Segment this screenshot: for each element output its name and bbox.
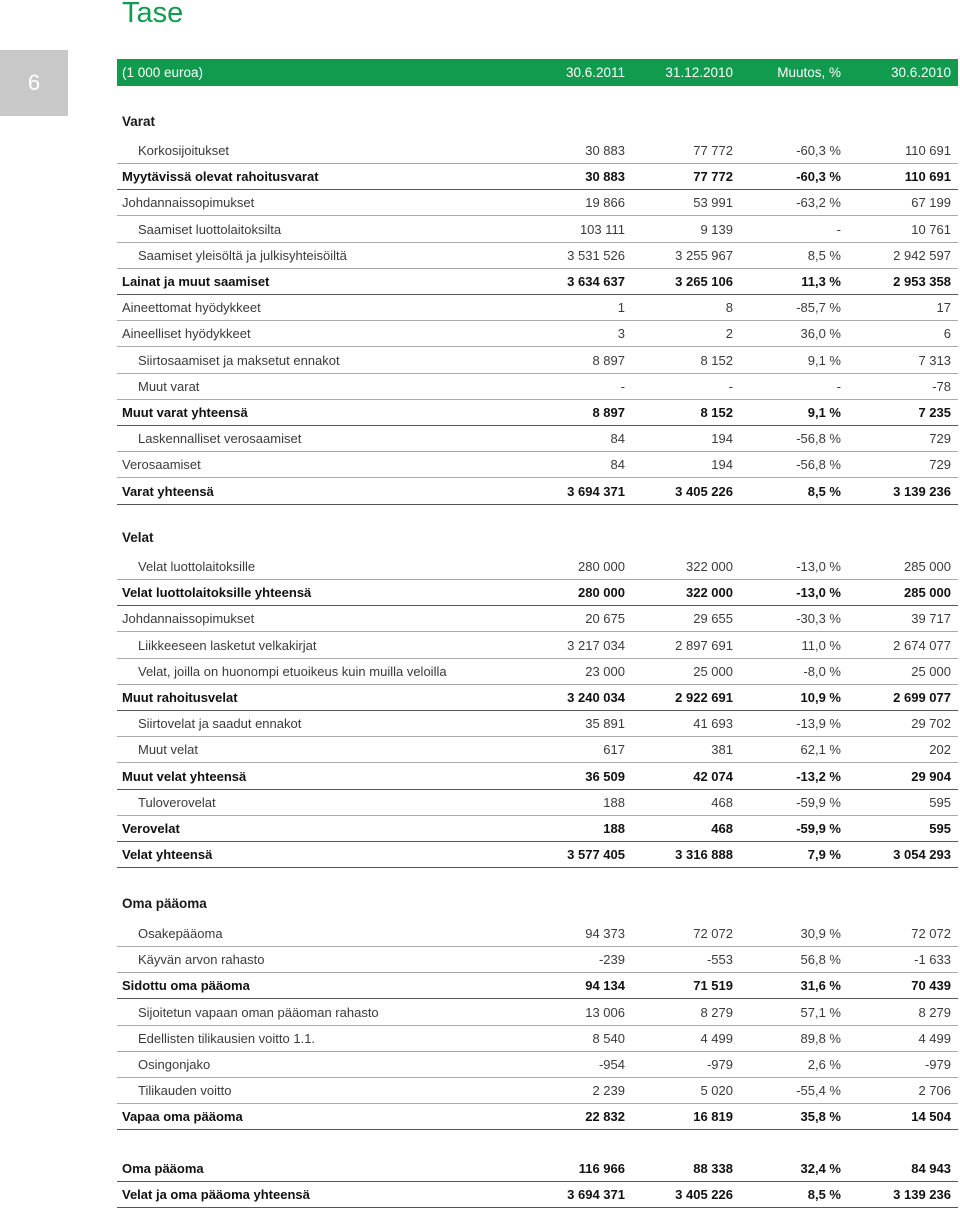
row-label: Tilikauden voitto — [138, 1083, 232, 1099]
value-2011-06: 36 509 — [585, 768, 625, 784]
table-row — [117, 999, 958, 1026]
table-total-row — [117, 972, 958, 999]
table-row — [117, 605, 958, 632]
value-2010-12: 468 — [711, 794, 733, 810]
page-title: Tase — [122, 0, 184, 29]
value-2010-06: 2 953 358 — [893, 274, 951, 289]
value-2010-12: 322 000 — [686, 585, 733, 601]
table-row — [117, 320, 958, 347]
value-change-percent: 2,6 % — [807, 1057, 841, 1072]
value-2010-12: 71 519 — [693, 978, 733, 994]
value-2010-12: 88 338 — [693, 1161, 733, 1176]
value-2011-06: 8 897 — [592, 352, 625, 368]
value-change-percent: -85,7 % — [796, 300, 841, 316]
table-total-row — [117, 763, 958, 790]
table-total-row — [117, 163, 958, 190]
value-2010-06: 729 — [929, 457, 951, 473]
value-2011-06: 103 111 — [579, 221, 625, 237]
value-change-percent: -13,0 % — [796, 559, 841, 574]
table-total-row — [117, 684, 958, 711]
value-2011-06: 116 966 — [578, 1161, 625, 1176]
value-2010-12: 77 772 — [693, 143, 733, 158]
table-row — [117, 789, 958, 816]
row-label: Osakepääoma — [138, 926, 223, 941]
value-2011-06: 188 — [603, 821, 625, 836]
value-2011-06: 280 000 — [578, 585, 625, 601]
section-title: Velat — [122, 530, 154, 545]
value-change-percent: 10,9 % — [800, 690, 841, 705]
value-2010-12: 194 — [711, 457, 733, 473]
value-change-percent: -56,8 % — [796, 431, 841, 447]
row-label: Laskennalliset verosaamiset — [138, 431, 302, 447]
value-2011-06: 3 694 371 — [567, 483, 625, 499]
value-2010-06: 10 761 — [911, 221, 951, 237]
value-2010-12: 8 279 — [700, 1004, 733, 1020]
value-2010-06: 14 504 — [911, 1109, 951, 1125]
value-2011-06: 3 634 637 — [567, 274, 625, 289]
value-2011-06: 280 000 — [578, 559, 625, 574]
value-2011-06: 3 577 405 — [567, 847, 625, 863]
table-row — [117, 736, 958, 763]
value-2010-06: -1 633 — [914, 952, 951, 968]
row-label: Osingonjako — [138, 1057, 211, 1072]
value-change-percent: 8,5 % — [807, 247, 841, 263]
value-2010-06: 29 904 — [911, 768, 951, 784]
value-2011-06: 3 — [617, 326, 625, 342]
header-col-2010-12: 31.12.2010 — [665, 65, 733, 80]
value-change-percent: 7,9 % — [807, 847, 841, 863]
value-2011-06: 35 891 — [585, 716, 625, 732]
value-change-percent: 8,5 % — [807, 1187, 841, 1203]
value-2010-12: 42 074 — [693, 768, 733, 784]
value-2010-06: 7 235 — [918, 405, 951, 420]
table-row — [117, 1025, 958, 1052]
row-label: Edellisten tilikausien voitto 1.1. — [138, 1030, 316, 1046]
row-label: Lainat ja muut saamiset — [122, 274, 270, 289]
value-2010-12: 381 — [711, 742, 733, 758]
row-label: Sidottu oma pääoma — [122, 978, 250, 994]
value-2010-12: 9 139 — [700, 221, 733, 237]
table-row — [117, 294, 958, 321]
row-label: Velat, joilla on huonompi etuoikeus kuin muilla veloilla — [138, 663, 447, 679]
value-change-percent: 32,4 % — [800, 1161, 841, 1176]
value-2010-06: 7 313 — [918, 352, 951, 368]
value-2011-06: 94 134 — [585, 978, 625, 994]
value-2010-06: 2 706 — [918, 1083, 951, 1099]
value-2011-06: 84 — [610, 431, 625, 447]
value-2010-12: 77 772 — [693, 169, 733, 185]
header-col-2011-06: 30.6.2011 — [565, 65, 625, 80]
value-change-percent: -55,4 % — [796, 1083, 841, 1099]
table-total-row — [117, 815, 958, 842]
row-label: Velat ja oma pääoma yhteensä — [122, 1187, 310, 1203]
row-label: Myytävissä olevat rahoitusvarat — [122, 169, 319, 185]
row-label: Liikkeeseen lasketut velkakirjat — [138, 637, 317, 653]
value-change-percent: 36,0 % — [800, 326, 841, 342]
value-2010-12: 8 152 — [700, 405, 733, 420]
value-2011-06: - — [620, 378, 625, 394]
value-change-percent: -13,0 % — [796, 585, 841, 601]
value-2010-06: 4 499 — [918, 1030, 951, 1046]
value-2011-06: -239 — [598, 952, 625, 968]
value-2010-12: 3 405 226 — [675, 1187, 733, 1203]
row-label: Velat luottolaitoksille — [138, 559, 256, 574]
value-2011-06: 617 — [603, 742, 625, 758]
row-label: Käyvän arvon rahasto — [138, 952, 265, 968]
table-total-row — [117, 399, 958, 426]
value-change-percent: 31,6 % — [800, 978, 841, 994]
value-2011-06: 84 — [610, 457, 625, 473]
value-2011-06: 3 240 034 — [567, 690, 625, 705]
value-change-percent: 89,8 % — [800, 1030, 841, 1046]
row-label: Vapaa oma pääoma — [122, 1109, 243, 1125]
value-2010-06: 17 — [936, 300, 951, 316]
value-2010-06: -78 — [932, 378, 951, 394]
row-label: Varat yhteensä — [122, 483, 214, 499]
value-2010-06: 2 699 077 — [893, 690, 951, 705]
table-row — [117, 347, 958, 374]
value-2010-06: 6 — [943, 326, 951, 342]
header-col-change: Muutos, % — [777, 65, 841, 80]
value-2011-06: 188 — [603, 794, 625, 810]
value-2011-06: 3 694 371 — [567, 1187, 625, 1203]
row-label: Aineelliset hyödykkeet — [122, 326, 251, 342]
value-2011-06: -954 — [598, 1057, 625, 1072]
value-2010-06: 2 674 077 — [893, 637, 951, 653]
value-2010-06: 3 139 236 — [893, 483, 951, 499]
value-2010-12: 8 152 — [700, 352, 733, 368]
value-2011-06: 30 883 — [585, 143, 625, 158]
value-change-percent: - — [836, 378, 841, 394]
row-label: Johdannaissopimukset — [122, 611, 255, 627]
table-header — [117, 59, 958, 86]
row-label: Verovelat — [122, 821, 180, 836]
value-change-percent: 30,9 % — [800, 926, 841, 941]
header-col-2010-06: 30.6.2010 — [890, 65, 951, 80]
row-label: Siirtosaamiset ja maksetut ennakot — [138, 352, 340, 368]
value-2011-06: 2 239 — [592, 1083, 625, 1099]
value-2011-06: 22 832 — [585, 1109, 625, 1125]
value-change-percent: 56,8 % — [800, 952, 841, 968]
value-2011-06: 1 — [617, 300, 625, 316]
value-change-percent: 9,1 % — [807, 352, 841, 368]
value-2010-12: 53 991 — [693, 195, 733, 211]
value-change-percent: 35,8 % — [800, 1109, 841, 1125]
value-2010-12: 3 316 888 — [675, 847, 733, 863]
value-2011-06: 23 000 — [585, 663, 625, 679]
value-2010-12: 29 655 — [693, 611, 733, 627]
value-2010-06: 2 942 597 — [893, 247, 951, 263]
table-row — [117, 189, 958, 216]
value-2010-06: 8 279 — [918, 1004, 951, 1020]
value-change-percent: -60,3 % — [796, 169, 841, 185]
value-2010-06: 3 139 236 — [893, 1187, 951, 1203]
table-row — [117, 1051, 958, 1078]
row-label: Sijoitetun vapaan oman pääoman rahasto — [138, 1004, 379, 1020]
value-2011-06: 3 531 526 — [567, 247, 625, 263]
value-2010-06: 110 691 — [904, 143, 951, 158]
value-2010-06: 3 054 293 — [893, 847, 951, 863]
table-total-row — [117, 579, 958, 606]
value-2010-12: 2 897 691 — [675, 637, 733, 653]
value-change-percent: 62,1 % — [800, 742, 841, 758]
row-label: Muut varat yhteensä — [122, 405, 248, 420]
value-change-percent: 11,0 % — [801, 637, 841, 653]
table-total-row — [117, 1103, 958, 1130]
value-change-percent: 8,5 % — [807, 483, 841, 499]
value-2010-06: 202 — [929, 742, 951, 758]
value-change-percent: -13,2 % — [796, 768, 841, 784]
table-total-row — [117, 841, 958, 868]
value-2010-12: 2 922 691 — [675, 690, 733, 705]
value-2010-12: - — [728, 378, 733, 394]
value-2010-12: 16 819 — [693, 1109, 733, 1125]
section-title: Varat — [122, 114, 156, 129]
table-row — [117, 216, 958, 243]
value-2010-06: 72 072 — [911, 926, 951, 941]
table-total-row — [117, 1155, 958, 1182]
row-label: Velat luottolaitoksille yhteensä — [122, 585, 312, 601]
value-2010-06: 25 000 — [911, 663, 951, 679]
value-change-percent: 11,3 % — [801, 274, 841, 289]
table-row — [117, 137, 958, 164]
value-2010-12: 41 693 — [693, 716, 733, 732]
value-change-percent: -56,8 % — [796, 457, 841, 473]
value-change-percent: -8,0 % — [803, 663, 841, 679]
value-change-percent: - — [836, 221, 841, 237]
page-number-tab: 6 — [0, 50, 68, 116]
value-2010-12: -553 — [706, 952, 733, 968]
row-label: Oma pääoma — [122, 1161, 204, 1176]
value-change-percent: -30,3 % — [796, 611, 841, 627]
value-change-percent: -13,9 % — [796, 716, 841, 732]
value-2011-06: 8 540 — [592, 1030, 625, 1046]
value-change-percent: -60,3 % — [796, 143, 841, 158]
row-label: Saamiset yleisöltä ja julkisyhteisöiltä — [138, 247, 347, 263]
row-label: Verosaamiset — [122, 457, 201, 473]
table-row — [117, 242, 958, 269]
table-row — [117, 373, 958, 400]
value-2010-06: 39 717 — [911, 611, 951, 627]
row-label: Velat yhteensä — [122, 847, 213, 863]
value-2010-12: 3 255 967 — [675, 247, 733, 263]
value-2011-06: 20 675 — [585, 611, 625, 627]
row-label: Muut velat — [138, 742, 198, 758]
row-label: Muut rahoitusvelat — [122, 690, 238, 705]
value-2010-12: 25 000 — [693, 663, 733, 679]
value-2010-06: -979 — [924, 1057, 951, 1072]
value-2011-06: 3 217 034 — [567, 637, 625, 653]
row-label: Johdannaissopimukset — [122, 195, 255, 211]
header-unit-label: (1 000 euroa) — [122, 65, 204, 80]
value-2010-12: 194 — [711, 431, 733, 447]
value-2010-06: 67 199 — [911, 195, 951, 211]
row-label: Saamiset luottolaitoksilta — [138, 221, 282, 237]
value-change-percent: -59,9 % — [796, 794, 841, 810]
row-label: Muut velat yhteensä — [122, 768, 247, 784]
value-2010-12: 468 — [711, 821, 733, 836]
section-title: Oma pääoma — [122, 896, 207, 911]
table-row — [117, 658, 958, 685]
value-2010-12: 5 020 — [700, 1083, 733, 1099]
table-row — [117, 425, 958, 452]
value-2010-12: -979 — [706, 1057, 733, 1072]
value-2010-12: 4 499 — [700, 1030, 733, 1046]
value-2010-06: 29 702 — [911, 716, 951, 732]
value-change-percent: 9,1 % — [807, 405, 841, 420]
value-change-percent: -63,2 % — [796, 195, 841, 211]
table-row — [117, 451, 958, 478]
value-2010-06: 70 439 — [911, 978, 951, 994]
table-row — [117, 710, 958, 737]
value-2011-06: 19 866 — [585, 195, 625, 211]
table-total-row — [117, 268, 958, 295]
table-row — [117, 632, 958, 659]
value-2010-06: 110 691 — [904, 169, 951, 185]
table-row — [117, 920, 958, 947]
value-2010-06: 729 — [929, 431, 951, 447]
value-2011-06: 8 897 — [592, 405, 625, 420]
value-2010-06: 285 000 — [904, 559, 951, 574]
value-2010-06: 285 000 — [904, 585, 951, 601]
value-2010-12: 322 000 — [686, 559, 733, 574]
value-2010-06: 84 943 — [911, 1161, 951, 1176]
row-label: Korkosijoitukset — [138, 143, 230, 158]
value-2010-12: 8 — [725, 300, 733, 316]
value-2010-12: 2 — [725, 326, 733, 342]
value-2011-06: 13 006 — [585, 1004, 625, 1020]
row-label: Aineettomat hyödykkeet — [122, 300, 261, 316]
value-2010-12: 3 405 226 — [675, 483, 733, 499]
value-2010-12: 3 265 106 — [675, 274, 733, 289]
value-2011-06: 94 373 — [585, 926, 625, 941]
row-label: Tuloverovelat — [138, 794, 216, 810]
value-2010-06: 595 — [929, 821, 951, 836]
table-total-row — [117, 478, 958, 505]
table-row — [117, 946, 958, 973]
value-2010-12: 72 072 — [693, 926, 733, 941]
value-change-percent: -59,9 % — [796, 821, 841, 836]
value-2011-06: 30 883 — [585, 169, 625, 185]
table-row — [117, 553, 958, 580]
row-label: Muut varat — [138, 378, 200, 394]
table-row — [117, 1077, 958, 1104]
row-label: Siirtovelat ja saadut ennakot — [138, 716, 302, 732]
value-2010-06: 595 — [929, 794, 951, 810]
value-change-percent: 57,1 % — [800, 1004, 841, 1020]
